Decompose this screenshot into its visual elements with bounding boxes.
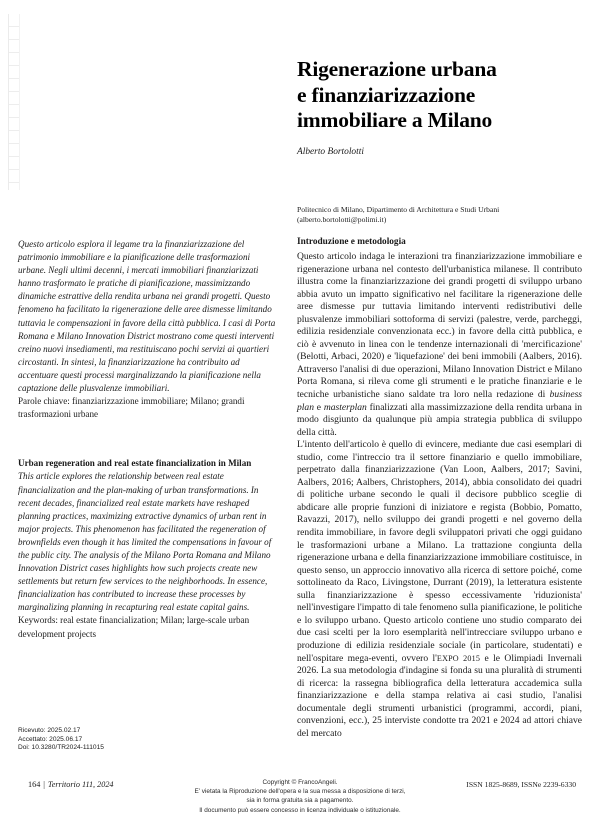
affiliation-email[interactable]: (alberto.bortolotti@polimi.it) — [297, 215, 387, 225]
body-p1-part-a: Questo articolo indaga le interazioni tra finanziarizzazione immobiliare e rigenerazione urbana nel contesto dell'urbanistica milanese. Il contributo illustra come la finanziarizzazione dei grandi progetti di sviluppo urbano abbia avuto un impatto significativo nel facilitare la rigenerazione delle aree dismesse pur tuttavia limitando interventi redistributivi delle plusvalenze immobiliari sottoforma di servizi (palestre, verde, parcheggi, edilizia residenziale convenzionata ecc.) in favore della città pubblica, e ciò è avvenuto in linea con le tendenze internazionali di 'mercificazione' (Belotti, Arbaci, 2020) e 'liquefazione' dei beni immobili (Aalbers, 2016). Attraverso l'analisi di due operazioni, Milano Innovation District e Milano Porta Romana, si rileva come gli strumenti e le pratiche finanziarie e le tecniche urbanistiche siano saldate tra loro nella redazione di — [297, 251, 582, 401]
english-abstract-title: Urban regeneration and real estate financialization in Milan — [18, 458, 252, 469]
footer-journal-reference: Territorio 111, 2024 — [47, 780, 114, 789]
section-heading: Introduzione e metodologia — [297, 237, 406, 247]
article-body — [297, 251, 582, 740]
body-paragraph-1 — [297, 251, 582, 439]
copyright-line-1: Copyright © FrancoAngeli. — [262, 779, 338, 786]
footer-issn: ISSN 1825-8689, ISSNe 2239-6330 — [466, 780, 576, 789]
body-paragraph-2 — [297, 439, 582, 740]
body-p2-part-a: L'intento dell'articolo è quello di evincere, mediante due casi esemplari di studio, come l'intreccio tra il settore finanziario e quello immobiliare, perpetrato dalla finanziarizzazione (Van Loon, Aalbers, 2017; Savini, Aalbers, 2016; Aalbers, Christophers, 2014), abbia consolidato dei quadri di politiche urbane secondo le quali il decisore pubblico sceglie di abdicare alle proprie funzioni di iniziatore e regista (Bobbio, Pomatto, Ravazzi, 2017), nello sviluppo dei grandi progetti e nel governo della rendita immobiliare, in favore degli sviluppatori privati che oggi guidano le trasformazioni urbane a Milano. La trattazione congiunta della rigenerazione urbana e della finanziarizzazione immobiliare costituisce, in questo senso, un approccio innovativo alla ricerca di settore poiché, come sottolineato da Raco, Livingstone, Durrant (2019), la letteratura esistente sulla finanziarizzazione è spesso eccessivamente 'riduzionista' nell'investigare l'impatto di tale fenomeno sulla pianificazione, le politiche e lo sviluppo urbano. Questo articolo contiene uno studio comparato dei due casi scelti per la loro esemplarità nell'intrecciare sviluppo urbano e produzione di edilizia residenziale sociale (in particolare, studentati) e nell'ospitare mega-eventi, ovvero l' — [297, 439, 582, 664]
english-abstract-text: This article explores the relationship between real estate financialization and the plan-making of urban transformations. In recent decades, financialized real estate markets have reshaped planning practices, maximizing extractive dynamics of urban rent in major projects. This phenomenon has facilitated the regeneration of brownfields even though it has limited the compensations in favour of the public city. The analysis of the Milano Porta Romana and Milano Innovation District cases highlights how such projects create new settlements but return few services to the neighborhoods. In essence, financialization has contributed to increase these processes by marginalizing planning in recapturing real estate capital gains. — [18, 471, 272, 613]
copyright-line-2: E' vietata la Riproduzione dell'opera e la sua messa a disposizione di terzi, — [194, 788, 406, 796]
footer-page-number: 164 — [28, 780, 41, 789]
body-p2-part-b: e le Olimpiadi Invernali 2026. La sua metodologia d'indagine si fonda su una pluralità di strumenti di ricerca: la rassegna bibliografica della letteratura accademica sulla finanziarizzazione e della stampa relativa ai casi studio, l'analisi documentale degli strumenti urbanistici (programmi, accordi, piani, convenzioni, ecc.), 25 interviste condotte tra 2021 e 2024 ad attori chiave del mercato — [297, 652, 582, 739]
article-title-line-2: e finanziarizzazione — [297, 82, 476, 107]
footer-copyright-notice — [150, 778, 450, 815]
article-title — [297, 57, 582, 134]
abstracts-column — [18, 238, 280, 641]
article-author: Alberto Bortolotti — [297, 146, 364, 157]
doi-text: Doi: 10.3280/TR2024-111015 — [18, 744, 104, 752]
body-p1-part-b: e — [313, 401, 324, 413]
italian-abstract-block — [18, 238, 280, 421]
copyright-line-3: sia in forma gratuita sia a pagamento. — [246, 797, 354, 805]
copyright-line-4: Il documento può essere concesso in licenza individuale o istituzionale. — [199, 806, 401, 814]
date-received: Ricevuto: 2025.02.17 — [18, 727, 81, 734]
body-p2-smallcaps-expo: EXPO 2015 — [436, 653, 481, 663]
footer-running-head — [28, 779, 114, 790]
article-title-line-1: Rigenerazione urbana — [297, 57, 497, 81]
page-footer — [0, 779, 600, 817]
author-affiliation — [297, 205, 582, 225]
body-p1-part-c: finalizzati alla massimizzazione della rendita urbana in modo disgiunto da qualunque più ampia strategia pubblica di sviluppo della città. — [297, 401, 582, 438]
article-title-line-3: immobiliare a Milano — [297, 108, 493, 132]
italian-keywords: Parole chiave: finanziarizzazione immobiliare; Milano; grandi trasformazioni urbane — [18, 396, 245, 420]
italian-abstract-text: Questo articolo esplora il legame tra la finanziarizzazione del patrimonio immobiliare e la pianificazione delle trasformazioni urbane. Negli ultimi decenni, i mercati immobiliari finanziarizzati hanno trasformato le pratiche di pianificazione, massimizzando dinamiche estrattive della rendita urbana nei grandi progetti. Questo fenomeno ha facilitato la rigenerazione delle aree dismesse limitando tuttavia le compensazioni in favore della città pubblica. I casi di Porta Romana e Milano Innovation District mostrano come questi interventi creino nuovi insediamenti, ma restituiscano pochi servizi ai quartieri circostanti. In sintesi, la finanziarizzazione ha contribuito ad accentuare questi processi marginalizzando la pianificazione nella captazione delle plusvalenze immobiliari. — [18, 239, 276, 394]
body-p1-italic-business-plan: business plan — [297, 389, 582, 413]
body-p1-italic-masterplan: masterplan — [323, 401, 367, 413]
date-accepted: Accettato: 2025.06.17 — [18, 735, 83, 743]
english-keywords: Keywords: real estate financialization; Milan; large-scale urban development projects — [18, 615, 250, 639]
submission-dates-block — [18, 727, 258, 753]
english-abstract-block — [18, 457, 280, 640]
affiliation-institution: Politecnico di Milano, Dipartimento di Architettura e Studi Urbani — [297, 205, 500, 214]
footer-separator: | — [43, 780, 45, 789]
title-column — [297, 57, 582, 159]
